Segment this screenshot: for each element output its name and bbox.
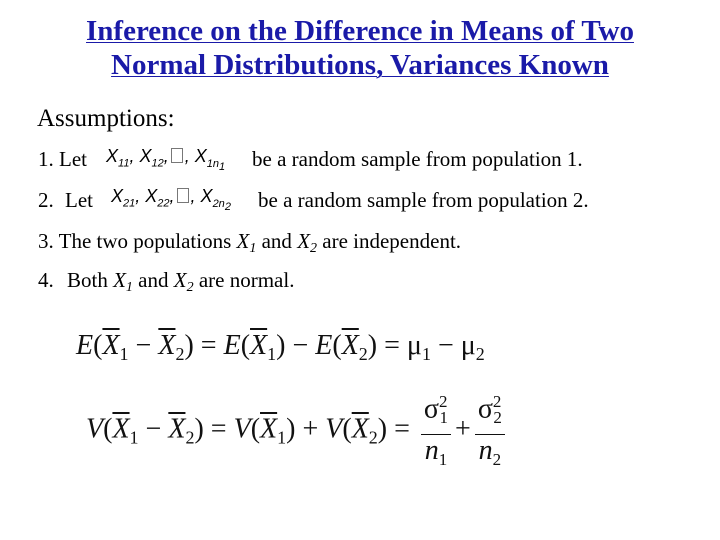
sigma1-over-n1-fraction: $\frac{\sigma^2_1}{n_1}$ bbox=[421, 386, 451, 476]
item-lead: Let bbox=[59, 147, 87, 171]
ellipsis-placeholder-icon bbox=[171, 148, 183, 163]
item-text-a: Both bbox=[67, 268, 108, 292]
item-text-a: The two populations bbox=[58, 229, 232, 253]
symbol-x2: $X_2$ bbox=[173, 268, 194, 295]
ellipsis-placeholder-icon bbox=[177, 188, 189, 203]
assumption-item-3 bbox=[38, 228, 461, 262]
item-text-b: and bbox=[261, 229, 292, 253]
item-number: 4. bbox=[38, 268, 54, 292]
item-number: 2. bbox=[38, 188, 54, 212]
item-number: 3. bbox=[38, 229, 54, 253]
item-text-c: are normal. bbox=[198, 268, 295, 292]
item-text-c: are independent. bbox=[322, 229, 462, 253]
symbol-x2: $X_2$ bbox=[297, 229, 318, 256]
assumption-item-2 bbox=[38, 187, 93, 213]
sample-sequence-2: $X_{21}$, $X_{22}$, , $X_{2n_2}$ bbox=[111, 186, 231, 213]
assumptions-heading: Assumptions: bbox=[37, 105, 175, 132]
sigma2-over-n2-fraction: $\frac{\sigma^2_2}{n_2}$ bbox=[475, 386, 505, 476]
symbol-x1: $X_1$ bbox=[113, 268, 133, 295]
item-lead: Let bbox=[65, 188, 93, 212]
symbol-x1: $X_1$ bbox=[236, 229, 257, 256]
assumption-item-4 bbox=[38, 267, 294, 301]
item-1-tail: be a random sample from population 1. bbox=[252, 147, 583, 171]
sample-sequence-1: $X_{11}$, $X_{12}$, , $X_{1n_1}$ bbox=[106, 146, 226, 173]
expectation-equation: $E(\overline{X}_1 - \overline{X}_2) = E(\overline{X}_1) - E(\overline{X}_2) = \mu_1 - \mu_2$ bbox=[76, 330, 485, 364]
item-number: 1. bbox=[38, 147, 54, 171]
item-text-b: and bbox=[138, 268, 169, 292]
variance-equation: $V(\overline{X}_1 - \overline{X}_2) = V(\overline{X}_1) + V(\overline{X}_2)$ = $\frac{\sigma^2_1}{n_1}$ + $\frac{\sigma^2_2}{n_2}$ bbox=[86, 386, 509, 476]
slide-title bbox=[0, 14, 720, 82]
title-line-1: Inference on the Difference in Means of Two bbox=[86, 15, 634, 47]
title-line-2: Normal Distributions, Variances Known bbox=[111, 49, 609, 81]
assumption-item-1 bbox=[38, 146, 87, 172]
item-2-tail: be a random sample from population 2. bbox=[258, 188, 589, 212]
